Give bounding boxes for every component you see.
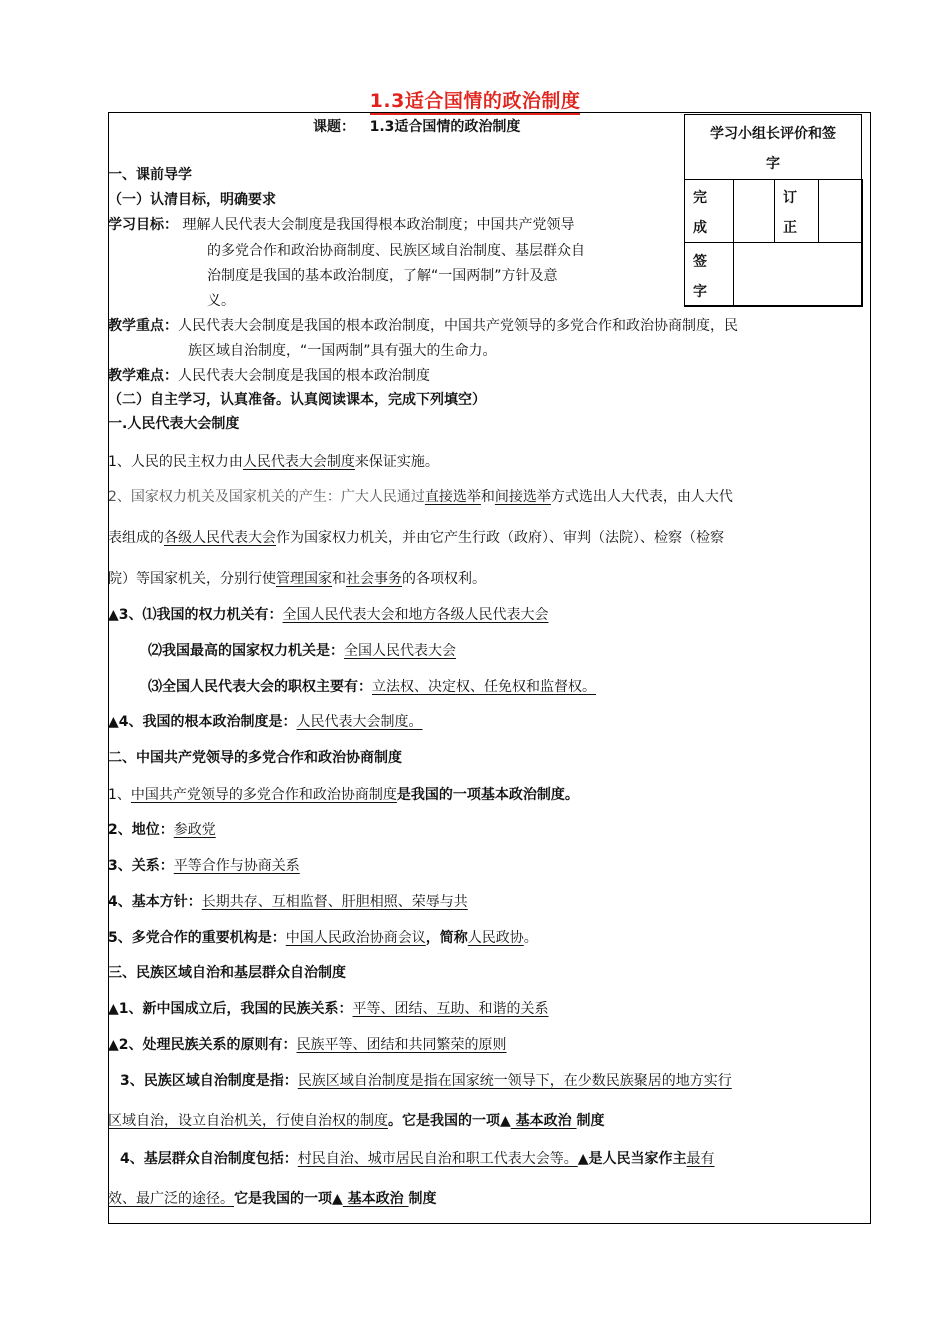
part1-item1 xyxy=(108,452,439,472)
part3-heading: 三、民族区域自治和基层群众自治制度 xyxy=(108,965,346,981)
answer: 立法权、决定权、任免权和监督权。 xyxy=(372,679,596,695)
part3-item4-line2 xyxy=(108,1189,437,1209)
part3-item3-line2 xyxy=(108,1111,605,1131)
difficulty-text: 人民代表大会制度是我国的根本政治制度 xyxy=(178,368,430,384)
learning-goal-line4: 义。 xyxy=(207,293,235,309)
correct-value-cell[interactable] xyxy=(818,179,863,243)
answer: 各级人民代表大会 xyxy=(164,530,276,546)
text: 3、民族区域自治制度是指： xyxy=(120,1073,298,1089)
part2-item1 xyxy=(108,785,579,805)
answer: 中国人民政治协商会议 xyxy=(285,930,426,946)
correct-label-1: 订 xyxy=(783,190,797,206)
text: ⑵我国最高的国家权力机关是： xyxy=(148,643,344,659)
text: 和 xyxy=(332,571,346,587)
part1-item3c xyxy=(148,677,596,697)
complete-label-1: 完 xyxy=(693,190,707,206)
part2-item3 xyxy=(108,856,300,876)
answer: 最有 xyxy=(686,1151,715,1167)
complete-value-cell[interactable] xyxy=(733,179,775,243)
part2-item4 xyxy=(108,892,468,912)
text: 2、地位： xyxy=(108,822,174,838)
text: 2、国家权力机关及国家机关的产生：广大人民通过 xyxy=(108,489,425,505)
answer: 基本政治 xyxy=(510,1113,577,1129)
answer: 基本政治 xyxy=(342,1191,409,1207)
answer: 民族区域自治制度是指在国家统一领导下，在少数民族聚居的地方实行 xyxy=(297,1073,732,1089)
text: ，简称 xyxy=(425,930,468,946)
text: ▲1、新中国成立后，我国的民族关系： xyxy=(108,1001,353,1017)
answer: 区域自治，设立自治机关，行使自治权的制度 xyxy=(108,1113,388,1129)
text: 。 xyxy=(523,930,538,946)
text: 来保证实施。 xyxy=(354,454,439,470)
answer: 全国人民代表大会和地方各级人民代表大会 xyxy=(282,607,549,623)
complete-label-2: 成 xyxy=(693,220,707,236)
part1-item3a xyxy=(108,605,549,625)
text: 。它是我国的一项▲ xyxy=(388,1113,511,1129)
text: 1、人民的民主权力由 xyxy=(108,454,243,470)
text: 作为国家权力机关，并由它产生行政（政府）、审判（法院）、检察（检察 xyxy=(276,530,724,546)
text: ▲4、我国的根本政治制度是： xyxy=(108,714,297,730)
evaluation-header xyxy=(684,114,862,180)
part1-item3b xyxy=(148,641,456,661)
difficulty-line xyxy=(108,366,430,386)
part2-item2 xyxy=(108,820,216,840)
section-heading: 一、课前导学 xyxy=(108,167,192,183)
subsection-heading: （二）自主学习，认真准备。认真阅读课本，完成下列填空） xyxy=(108,392,486,408)
answer: 民族平等、团结和共同繁荣的原则 xyxy=(296,1037,507,1053)
complete-label-cell xyxy=(684,179,734,243)
text: 方式选出人大代表，由人大代 xyxy=(550,489,733,505)
part1-item2-line2 xyxy=(108,528,724,548)
text: 表组成的 xyxy=(108,530,164,546)
text: 是我国的一项基本政治制度。 xyxy=(396,787,579,803)
text: ▲3、⑴我国的权力机关有： xyxy=(108,607,283,623)
key-point-line2: 族区域自治制度，“一国两制”具有强大的生命力。 xyxy=(188,343,497,359)
part1-item4 xyxy=(108,712,423,732)
part2-heading: 二、中国共产党领导的多党合作和政治协商制度 xyxy=(108,750,402,766)
text: 3、关系： xyxy=(108,858,174,874)
answer: 人民代表大会制度 xyxy=(242,454,355,470)
answer: 社会事务 xyxy=(346,571,402,587)
answer: 参政党 xyxy=(173,822,216,838)
part3-item2 xyxy=(108,1035,507,1055)
answer: 全国人民代表大会 xyxy=(344,643,456,659)
answer: 间接选举 xyxy=(494,489,551,505)
part2-item5 xyxy=(108,928,538,948)
text: 的各项权利。 xyxy=(402,571,486,587)
correct-label-cell xyxy=(774,179,819,243)
answer: 长期共存、互相监督、肝胆相照、荣辱与共 xyxy=(201,894,468,910)
evaluation-header-line1: 学习小组长评价和签 xyxy=(710,126,836,142)
page-title-text: 1.3适合国情的政治制度 xyxy=(370,90,581,115)
text: 制度 xyxy=(576,1113,605,1129)
part1-heading: 一.人民代表大会制度 xyxy=(108,416,240,432)
answer: 中国共产党领导的多党合作和政治协商制度 xyxy=(130,787,397,803)
correct-label-2: 正 xyxy=(783,220,797,236)
evaluation-header-line2: 字 xyxy=(766,156,780,172)
subsection-heading: （一）认清目标，明确要求 xyxy=(108,192,276,208)
difficulty-label: 教学难点： xyxy=(108,368,178,384)
text: ▲是人民当家作主 xyxy=(577,1151,687,1167)
text: 4、基本方针： xyxy=(108,894,202,910)
topic-label: 课题： xyxy=(313,119,355,135)
text: 和 xyxy=(480,489,495,505)
text: 1、 xyxy=(108,787,131,803)
text: 5、多党合作的重要机构是： xyxy=(108,930,286,946)
answer: 效、最广泛的途径。 xyxy=(108,1191,234,1207)
learning-goal-line1 xyxy=(108,215,574,235)
topic-text: 1.3适合国情的政治制度 xyxy=(369,119,521,135)
sign-value-cell[interactable] xyxy=(733,242,863,307)
learning-goal-text1: 理解人民代表大会制度是我国得根本政治制度；中国共产党领导 xyxy=(182,217,575,233)
answer: 平等合作与协商关系 xyxy=(173,858,300,874)
part3-item3-line1 xyxy=(120,1071,732,1091)
learning-goal-label: 学习目标： xyxy=(108,217,178,233)
learning-goal-line3: 治制度是我国的基本政治制度，了解“一国两制”方针及意 xyxy=(207,268,558,284)
topic-line xyxy=(313,117,520,137)
text: 它是我国的一项▲ xyxy=(234,1191,343,1207)
key-point-line1 xyxy=(108,316,738,336)
learning-goal-line2: 的多党合作和政治协商制度、民族区域自治制度、基层群众自 xyxy=(207,243,585,259)
answer: 人民政协 xyxy=(467,930,524,946)
text: 院）等国家机关，分别行使 xyxy=(108,571,276,587)
answer: 管理国家 xyxy=(276,571,332,587)
sign-label-2: 字 xyxy=(693,284,707,300)
part1-item2-line3 xyxy=(108,569,486,589)
part1-item2-line1 xyxy=(108,487,733,507)
answer: 平等、团结、互助、和谐的关系 xyxy=(352,1001,549,1017)
page-title xyxy=(0,86,950,113)
text: ⑶全国人民代表大会的职权主要有： xyxy=(148,679,372,695)
answer: 直接选举 xyxy=(424,489,481,505)
evaluation-box xyxy=(684,114,862,306)
key-point-label: 教学重点： xyxy=(108,318,178,334)
answer: 村民自治、城市居民自治和职工代表大会等。 xyxy=(297,1151,578,1167)
part3-item1 xyxy=(108,999,549,1019)
text: ▲2、处理民族关系的原则有： xyxy=(108,1037,297,1053)
sign-label-cell xyxy=(684,242,734,307)
text: 4、基层群众自治制度包括： xyxy=(120,1151,298,1167)
key-point-text1: 人民代表大会制度是我国的根本政治制度，中国共产党领导的多党合作和政治协商制度，民 xyxy=(178,318,738,334)
part3-item4-line1 xyxy=(120,1149,715,1169)
text: 制度 xyxy=(408,1191,437,1207)
sign-label-1: 签 xyxy=(693,254,707,270)
answer: 人民代表大会制度。 xyxy=(296,714,423,730)
